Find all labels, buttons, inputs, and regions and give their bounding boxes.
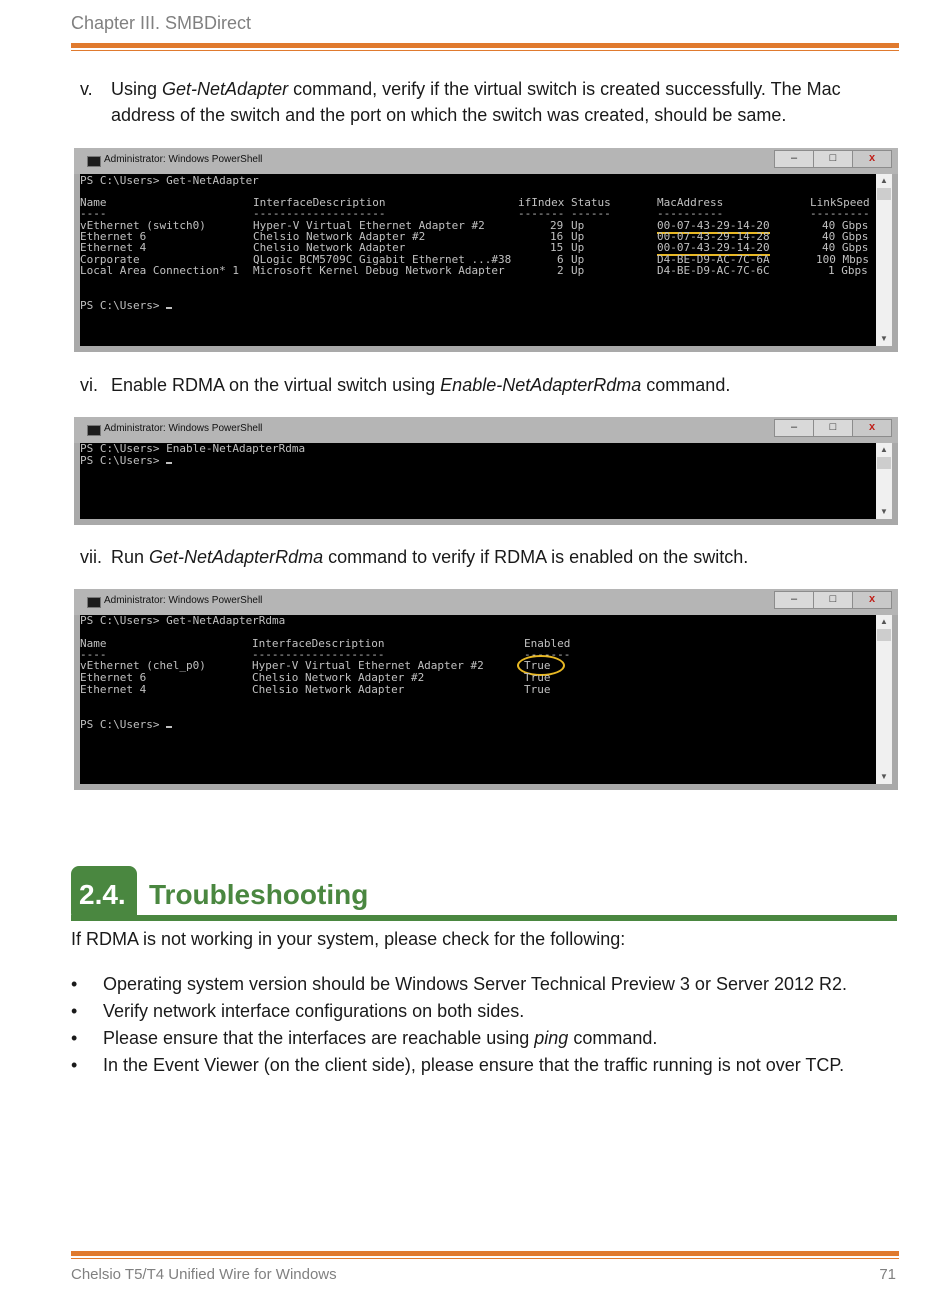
row-ifindex: 29 [550,219,564,232]
col-dash: ---------- [657,207,724,220]
step-text-pre: Enable RDMA on the virtual switch using [111,375,441,395]
row-desc: Hyper-V Virtual Ethernet Adapter #2 [252,659,484,672]
scroll-up-arrow-icon[interactable]: ▲ [880,445,888,454]
console-cursor [166,726,172,728]
powershell-icon [87,156,101,167]
console-prompt: PS C:\Users> Get-NetAdapterRdma [80,614,286,627]
col-dash: ------- [524,648,571,661]
bullet-icon: • [71,974,78,994]
step-text [111,76,901,128]
col-dash: ---- [80,207,107,220]
col-header-mac: MacAddress [657,196,724,209]
col-header-ifindex: ifIndex [518,196,565,209]
close-button[interactable]: x [852,591,892,609]
prompt-text: PS C:\Users> [80,299,167,312]
scroll-thumb[interactable] [877,188,891,200]
window-titlebar [74,589,898,615]
col-header-speed: LinkSpeed [810,196,870,209]
row-name: Ethernet 6 [80,230,147,243]
step-command: Get-NetAdapter [162,79,289,99]
row-status: Up [571,230,585,243]
row-speed: 100 Mbps [816,253,869,266]
vertical-scrollbar[interactable] [876,443,892,519]
row-name: vEthernet (switch0) [80,219,206,232]
col-dash: ------ [571,207,611,220]
scroll-thumb[interactable] [877,629,891,641]
row-name: Local Area Connection* 1 [80,264,239,277]
vertical-scrollbar[interactable] [876,174,892,346]
header-rule [71,43,899,48]
row-ifindex: 16 [550,230,564,243]
row-desc: Chelsio Network Adapter [252,683,405,696]
row-desc: Chelsio Network Adapter #2 [252,671,425,684]
console-output [80,443,876,519]
row-speed: 40 Gbps [822,230,869,243]
row-mac-highlighted: 00-07-43-29-14-20 [657,219,770,232]
close-button[interactable]: x [852,150,892,168]
step-text-pre: Using [111,79,163,99]
bullet-text-post: command. [568,1028,658,1048]
row-desc: Chelsio Network Adapter [253,241,406,254]
step-command: Get-NetAdapterRdma [149,547,324,567]
window-titlebar [74,417,898,443]
col-dash: ------- [518,207,565,220]
window-title: Administrator: Windows PowerShell [104,154,263,165]
step-number: vii. [80,547,102,567]
col-header-name: Name [80,196,107,209]
bullet-command: ping [534,1028,569,1048]
row-enabled: True [524,683,551,696]
bullet-icon: • [71,1028,78,1048]
console-prompt-end [80,300,172,312]
list-item [71,971,891,997]
bullet-text: Operating system version should be Windows Server Technical Preview 3 or Server 2012 R2. [103,974,848,994]
col-header-desc: InterfaceDescription [252,637,385,650]
col-header-name: Name [80,637,107,650]
step-command: Enable-NetAdapterRdma [440,375,642,395]
row-name: Ethernet 4 [80,241,147,254]
prompt-text: PS C:\Users> [80,454,167,467]
console-output [80,615,876,784]
col-header-enabled: Enabled [524,637,571,650]
bullet-text: Verify network interface configurations on both sides. [103,1001,525,1021]
bullet-icon: • [71,1055,78,1075]
footer-doc-title: Chelsio T5/T4 Unified Wire for Windows [71,1266,337,1283]
row-status: Up [571,241,585,254]
row-speed: 40 Gbps [822,241,869,254]
row-desc: QLogic BCM5709C Gigabit Ethernet ...#38 [253,253,512,266]
row-status: Up [571,264,585,277]
maximize-button[interactable]: □ [813,419,853,437]
col-header-status: Status [571,196,611,209]
row-desc: Hyper-V Virtual Ethernet Adapter #2 [253,219,485,232]
row-speed: 40 Gbps [822,219,869,232]
row-ifindex: 15 [550,241,564,254]
window-title: Administrator: Windows PowerShell [104,423,263,434]
row-desc: Chelsio Network Adapter #2 [253,230,426,243]
row-name: Ethernet 6 [80,671,147,684]
row-status: Up [571,253,585,266]
step-number: v. [80,79,93,99]
scroll-down-arrow-icon[interactable]: ▼ [880,772,888,781]
prompt-text: PS C:\Users> [80,718,167,731]
console-cursor [166,307,172,309]
powershell-window-enable-rdma [74,417,898,525]
list-item [71,998,891,1024]
console-line: PS C:\Users> Enable-NetAdapterRdma [80,442,306,455]
powershell-window-get-rdma [74,589,898,790]
maximize-button[interactable]: □ [813,150,853,168]
col-dash: --------- [810,207,870,220]
window-titlebar [74,148,898,174]
row-name: vEthernet (chel_p0) [80,659,206,672]
scroll-down-arrow-icon[interactable]: ▼ [880,507,888,516]
page-number: 71 [879,1266,896,1283]
console-prompt-end [80,719,172,731]
list-item [71,1025,891,1051]
row-enabled-highlighted: True [524,659,551,672]
row-name: Corporate [80,253,140,266]
row-status: Up [571,219,585,232]
console-output [80,174,876,346]
col-dash: -------------------- [253,207,386,220]
row-enabled: True [524,671,551,684]
step-number: vi. [80,375,98,395]
step-text-post: command. [641,375,731,395]
minimize-button[interactable]: – [774,591,814,609]
section-title: Troubleshooting [149,879,369,910]
row-ifindex: 6 [557,253,564,266]
row-mac-highlighted: 00-07-43-29-14-20 [657,241,770,254]
col-dash: ---- [80,648,107,661]
powershell-window-get-netadapter [74,148,898,352]
scroll-down-arrow-icon[interactable]: ▼ [880,334,888,343]
close-button[interactable]: x [852,419,892,437]
section-rule [71,915,897,921]
row-mac: 00-07-43-29-14-28 [657,230,770,243]
powershell-icon [87,425,101,436]
step-text-post: command, verify if the virtual switch is created successfully. The Mac address of the switch and the port on which the switch was created, should be same. [111,79,841,125]
bullet-icon: • [71,1001,78,1021]
col-header-desc: InterfaceDescription [253,196,386,209]
footer-rule-thin [71,1258,899,1259]
scroll-up-arrow-icon[interactable]: ▲ [880,617,888,626]
step-text [111,372,901,398]
troubleshooting-list [71,971,891,1079]
section-number: 2.4. [79,879,126,910]
step-text [111,544,901,570]
row-ifindex: 2 [557,264,564,277]
console-prompt: PS C:\Users> Get-NetAdapter [80,174,259,187]
scroll-up-arrow-icon[interactable]: ▲ [880,176,888,185]
scroll-thumb[interactable] [877,457,891,469]
minimize-button[interactable]: – [774,419,814,437]
minimize-button[interactable]: – [774,150,814,168]
row-desc: Microsoft Kernel Debug Network Adapter [253,264,505,277]
bullet-text: In the Event Viewer (on the client side), please ensure that the traffic running is not over TCP. [103,1055,845,1075]
header-rule-thin [71,50,899,51]
section-intro: If RDMA is not working in your system, please check for the following: [71,929,626,949]
row-name: Ethernet 4 [80,683,147,696]
row-mac: D4-BE-D9-AC-7C-6C [657,264,770,277]
step-text-post: command to verify if RDMA is enabled on the switch. [323,547,749,567]
chapter-header: Chapter III. SMBDirect [71,13,252,33]
list-item [71,1052,891,1078]
window-title: Administrator: Windows PowerShell [104,595,263,606]
col-dash: -------------------- [252,648,385,661]
maximize-button[interactable]: □ [813,591,853,609]
console-prompt-end [80,455,172,467]
console-cursor [166,462,172,464]
bullet-text: Please ensure that the interfaces are reachable using [103,1028,535,1048]
row-mac: D4-BE-D9-AC-7C-6A [657,253,770,266]
row-speed: 1 Gbps [828,264,868,277]
powershell-icon [87,597,101,608]
step-text-pre: Run [111,547,150,567]
footer-rule [71,1251,899,1256]
vertical-scrollbar[interactable] [876,615,892,784]
